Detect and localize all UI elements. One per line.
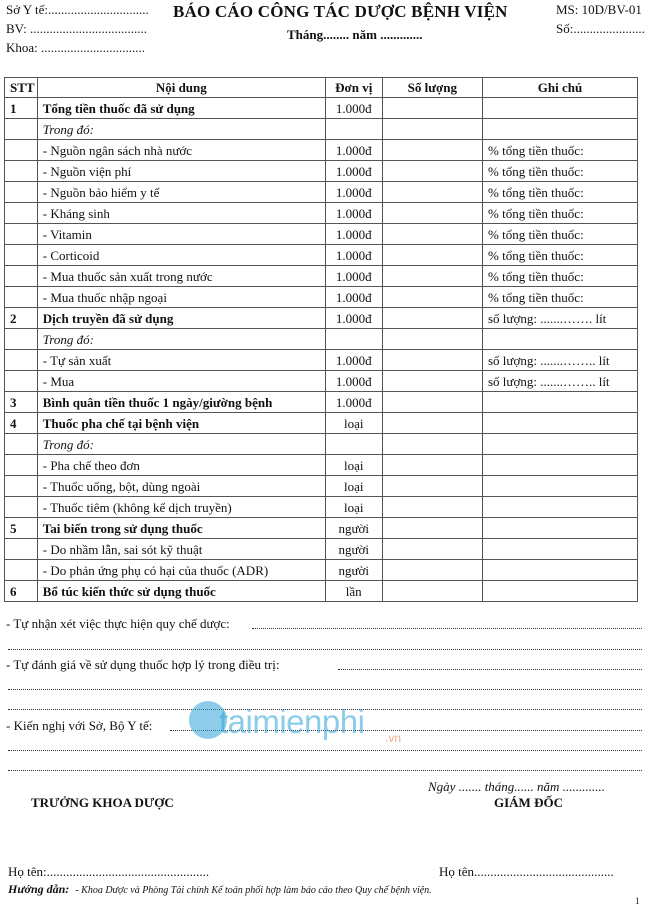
header-qty: Số lượng	[382, 78, 482, 98]
header-unit: Đơn vị	[325, 78, 382, 98]
table-row	[5, 224, 638, 245]
signer-right-name: Họ tên...........................................	[439, 864, 614, 879]
row-note: số lượng: .......…….. lít	[483, 350, 638, 371]
row-unit: 1.000đ	[325, 224, 382, 245]
table-row	[5, 413, 638, 434]
row-quantity-cell[interactable]	[382, 371, 482, 392]
table-row	[5, 581, 638, 602]
row-stt	[5, 539, 38, 560]
row-note: % tổng tiền thuốc:	[483, 182, 638, 203]
row-unit	[325, 119, 382, 140]
row-content: - Thuốc uống, bột, dùng ngoài	[37, 476, 325, 497]
row-quantity-cell[interactable]	[382, 224, 482, 245]
row-content: - Kháng sinh	[37, 203, 325, 224]
row-stt	[5, 350, 38, 371]
table-row	[5, 140, 638, 161]
row-note	[483, 329, 638, 350]
row-content: Bổ túc kiến thức sử dụng thuốc	[37, 581, 325, 602]
dotted-line	[8, 689, 642, 690]
row-note: % tổng tiền thuốc:	[483, 266, 638, 287]
row-quantity-cell[interactable]	[382, 287, 482, 308]
row-content: Bình quân tiền thuốc 1 ngày/giường bệnh	[37, 392, 325, 413]
watermark-logo	[185, 697, 405, 747]
row-unit: 1.000đ	[325, 182, 382, 203]
guide-note	[8, 882, 432, 897]
row-content: Tai biến trong sử dụng thuốc	[37, 518, 325, 539]
row-quantity-cell[interactable]	[382, 182, 482, 203]
row-unit: loại	[325, 413, 382, 434]
row-unit: 1.000đ	[325, 203, 382, 224]
row-note	[483, 119, 638, 140]
row-content: - Nguồn bảo hiểm y tế	[37, 182, 325, 203]
row-content: Tổng tiền thuốc đã sử dụng	[37, 98, 325, 119]
table-row	[5, 119, 638, 140]
report-title: BÁO CÁO CÔNG TÁC DƯỢC BỆNH VIỆN	[173, 2, 508, 21]
table-row	[5, 266, 638, 287]
row-quantity-cell[interactable]	[382, 581, 482, 602]
row-content: Trong đó:	[37, 329, 325, 350]
row-unit: 1.000đ	[325, 245, 382, 266]
row-unit: 1.000đ	[325, 392, 382, 413]
form-code: MS: 10D/BV-01	[556, 2, 642, 17]
signer-right-title: GIÁM ĐỐC	[494, 795, 563, 810]
table-row	[5, 287, 638, 308]
row-stt	[5, 476, 38, 497]
row-content: - Nguồn viện phí	[37, 161, 325, 182]
table-row	[5, 308, 638, 329]
table-row	[5, 245, 638, 266]
row-unit: 1.000đ	[325, 371, 382, 392]
row-content: - Mua thuốc nhập ngoại	[37, 287, 325, 308]
table-body	[5, 98, 638, 602]
row-stt	[5, 182, 38, 203]
row-unit: 1.000đ	[325, 266, 382, 287]
row-quantity-cell[interactable]	[382, 518, 482, 539]
header-stt: STT	[5, 78, 38, 98]
table-row	[5, 518, 638, 539]
report-table	[4, 77, 638, 602]
row-quantity-cell[interactable]	[382, 413, 482, 434]
remark-kien-nghi: - Kiến nghị với Sở, Bộ Y tế:	[6, 718, 153, 733]
row-quantity-cell[interactable]	[382, 98, 482, 119]
row-quantity-cell[interactable]	[382, 476, 482, 497]
dotted-line	[8, 750, 642, 751]
table-row	[5, 182, 638, 203]
watermark-tld: .vn	[385, 731, 402, 745]
signer-left-title: TRƯỞNG KHOA DƯỢC	[31, 795, 174, 810]
row-stt	[5, 161, 38, 182]
row-note: % tổng tiền thuốc:	[483, 224, 638, 245]
row-quantity-cell[interactable]	[382, 140, 482, 161]
document-number: Số:......................	[556, 21, 645, 36]
header-note: Ghi chú	[483, 78, 638, 98]
row-note	[483, 476, 638, 497]
row-unit: 1.000đ	[325, 98, 382, 119]
table-row	[5, 329, 638, 350]
remark-quy-che: - Tự nhận xét việc thực hiện quy chế dược:	[6, 616, 230, 631]
table-row	[5, 350, 638, 371]
table-row	[5, 161, 638, 182]
row-content: Dịch truyền đã sử dụng	[37, 308, 325, 329]
row-stt: 6	[5, 581, 38, 602]
table-row	[5, 98, 638, 119]
row-quantity-cell[interactable]	[382, 119, 482, 140]
table-header-row	[5, 78, 638, 98]
row-quantity-cell[interactable]	[382, 455, 482, 476]
row-unit: 1.000đ	[325, 287, 382, 308]
row-stt: 5	[5, 518, 38, 539]
date-line: Ngày ....... tháng...... năm .............	[428, 779, 605, 794]
row-content: Trong đó:	[37, 434, 325, 455]
row-content: - Mua thuốc sản xuất trong nước	[37, 266, 325, 287]
signer-left-name: Họ tên:..................................................	[8, 864, 210, 879]
row-quantity-cell[interactable]	[382, 392, 482, 413]
row-quantity-cell[interactable]	[382, 497, 482, 518]
row-note: % tổng tiền thuốc:	[483, 203, 638, 224]
row-unit: loại	[325, 497, 382, 518]
row-stt	[5, 497, 38, 518]
row-content: - Nguồn ngân sách nhà nước	[37, 140, 325, 161]
row-unit: 1.000đ	[325, 140, 382, 161]
row-content: - Pha chế theo đơn	[37, 455, 325, 476]
row-note: % tổng tiền thuốc:	[483, 245, 638, 266]
dotted-line	[338, 669, 642, 670]
row-stt	[5, 140, 38, 161]
table-row	[5, 203, 638, 224]
guide-label: Hướng dẫn:	[8, 882, 70, 896]
row-note	[483, 560, 638, 581]
table-row	[5, 476, 638, 497]
so-y-te-field: Sở Y tế:...............................	[6, 2, 149, 17]
row-note	[483, 434, 638, 455]
row-unit	[325, 329, 382, 350]
row-unit: người	[325, 539, 382, 560]
row-quantity-cell[interactable]	[382, 161, 482, 182]
row-quantity-cell[interactable]	[382, 329, 482, 350]
row-content: - Thuốc tiêm (không kể dịch truyền)	[37, 497, 325, 518]
row-quantity-cell[interactable]	[382, 203, 482, 224]
row-quantity-cell[interactable]	[382, 560, 482, 581]
row-stt	[5, 329, 38, 350]
row-stt	[5, 266, 38, 287]
row-unit: loại	[325, 476, 382, 497]
bv-field: BV: ....................................	[6, 21, 147, 36]
row-note: % tổng tiền thuốc:	[483, 140, 638, 161]
row-quantity-cell[interactable]	[382, 350, 482, 371]
row-unit: 1.000đ	[325, 308, 382, 329]
row-stt	[5, 245, 38, 266]
row-stt	[5, 119, 38, 140]
watermark-brand: taimienphi	[219, 703, 365, 740]
row-note: % tổng tiền thuốc:	[483, 287, 638, 308]
row-content: Trong đó:	[37, 119, 325, 140]
row-unit: 1.000đ	[325, 161, 382, 182]
row-content: - Do phản ứng phụ có hại của thuốc (ADR)	[37, 560, 325, 581]
row-unit: loại	[325, 455, 382, 476]
guide-text: - Khoa Dược và Phòng Tài chính Kế toán phối hợp làm báo cáo theo Quy chế bệnh viện.	[75, 885, 432, 896]
row-stt: 4	[5, 413, 38, 434]
row-stt: 1	[5, 98, 38, 119]
month-year-line: Tháng........ năm .............	[287, 27, 423, 42]
table-row	[5, 539, 638, 560]
row-unit	[325, 434, 382, 455]
dotted-line	[8, 770, 642, 771]
row-unit: người	[325, 560, 382, 581]
header-content: Nội dung	[37, 78, 325, 98]
row-unit: người	[325, 518, 382, 539]
row-stt: 3	[5, 392, 38, 413]
row-stt	[5, 371, 38, 392]
row-content: - Mua	[37, 371, 325, 392]
row-content: - Tự sản xuất	[37, 350, 325, 371]
row-content: - Vitamin	[37, 224, 325, 245]
row-stt: 2	[5, 308, 38, 329]
row-stt	[5, 224, 38, 245]
row-stt	[5, 560, 38, 581]
row-unit: 1.000đ	[325, 350, 382, 371]
khoa-field: Khoa: ................................	[6, 40, 146, 55]
row-note	[483, 539, 638, 560]
row-unit: lần	[325, 581, 382, 602]
row-note	[483, 497, 638, 518]
dotted-line	[252, 628, 642, 629]
table-row	[5, 560, 638, 581]
row-note: số lượng: .......……. lít	[483, 308, 638, 329]
row-note	[483, 581, 638, 602]
row-note	[483, 392, 638, 413]
row-note	[483, 518, 638, 539]
row-quantity-cell[interactable]	[382, 245, 482, 266]
row-content: Thuốc pha chế tại bệnh viện	[37, 413, 325, 434]
row-note: số lượng: .......…….. lít	[483, 371, 638, 392]
remark-su-dung-thuoc: - Tự đánh giá về sử dụng thuốc hợp lý trong điều trị:	[6, 657, 280, 672]
table-row	[5, 371, 638, 392]
table-row	[5, 455, 638, 476]
row-content: - Do nhầm lẫn, sai sót kỹ thuật	[37, 539, 325, 560]
table-row	[5, 392, 638, 413]
row-note	[483, 413, 638, 434]
page-number: 1	[635, 896, 640, 906]
row-note	[483, 98, 638, 119]
row-stt	[5, 455, 38, 476]
table-row	[5, 497, 638, 518]
dotted-line	[8, 649, 642, 650]
table-row	[5, 434, 638, 455]
row-quantity-cell[interactable]	[382, 266, 482, 287]
row-quantity-cell[interactable]	[382, 308, 482, 329]
row-quantity-cell[interactable]	[382, 434, 482, 455]
row-note	[483, 455, 638, 476]
row-stt	[5, 434, 38, 455]
row-quantity-cell[interactable]	[382, 539, 482, 560]
row-stt	[5, 203, 38, 224]
row-content: - Corticoid	[37, 245, 325, 266]
row-note: % tổng tiền thuốc:	[483, 161, 638, 182]
row-stt	[5, 287, 38, 308]
